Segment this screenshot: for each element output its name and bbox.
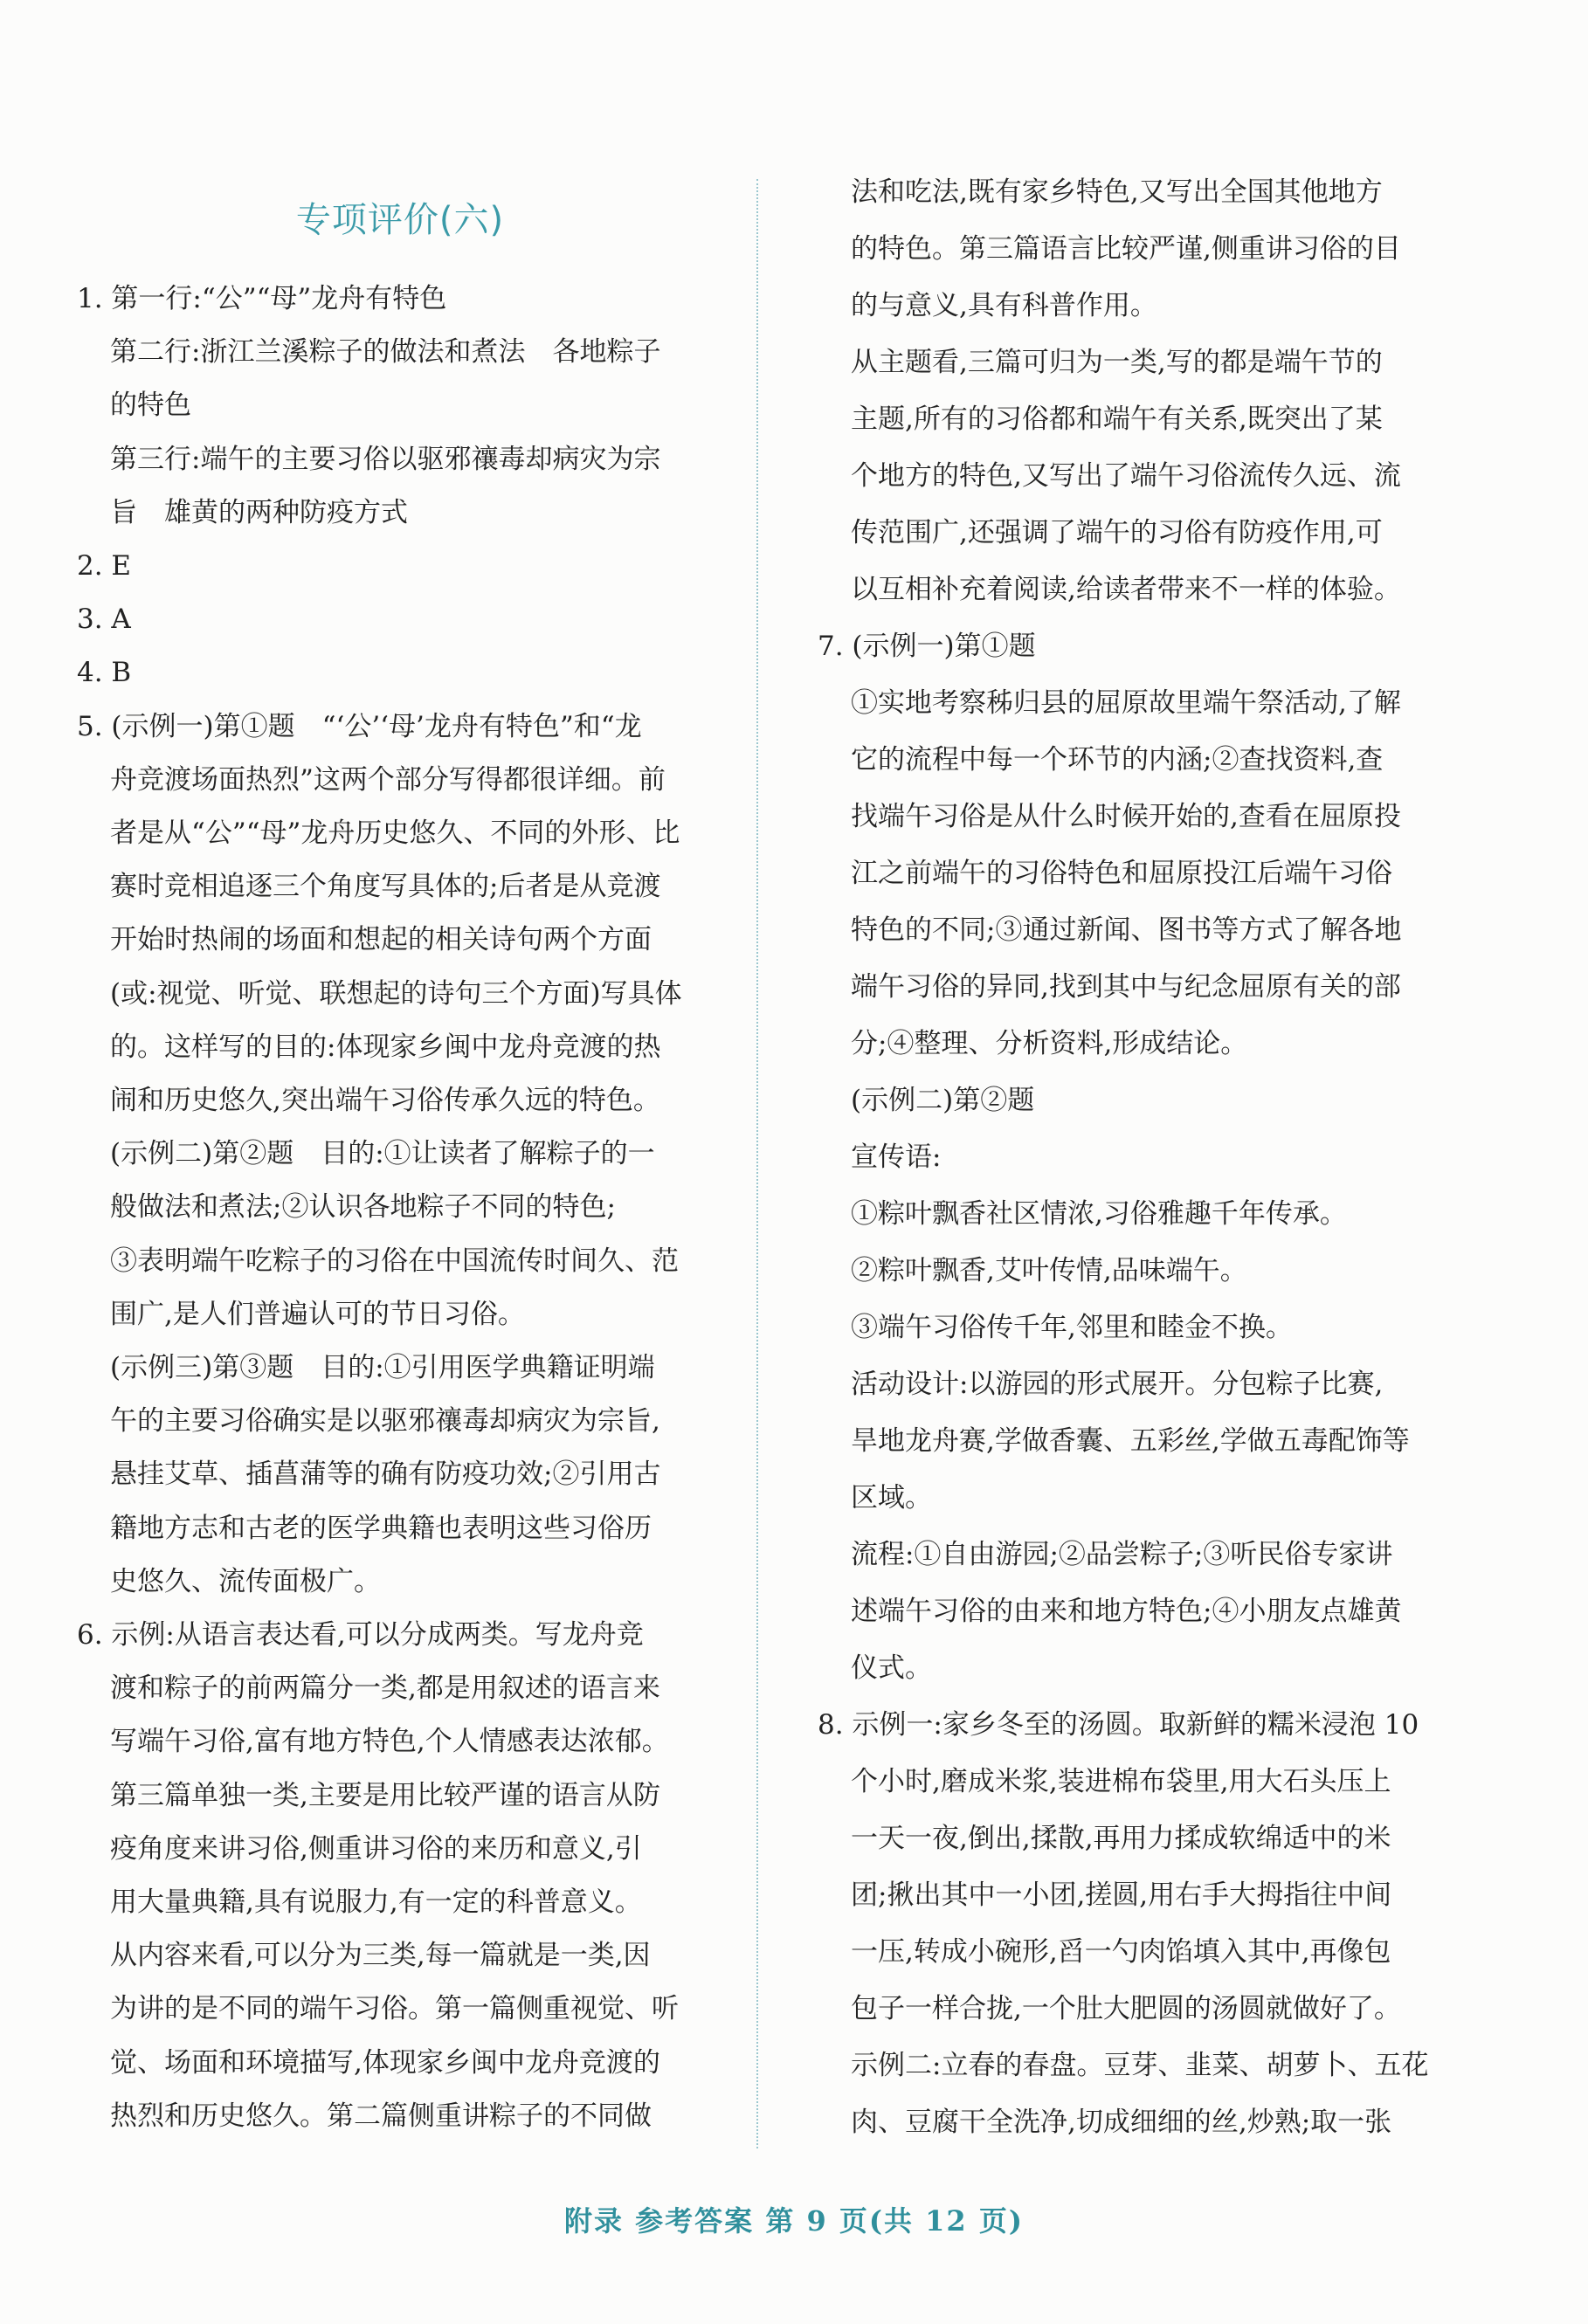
text-line: 区域。 [851,1482,932,1514]
text-line: 渡和粽子的前两篇分一类,都是用叙述的语言来 [110,1672,660,1705]
text-line: 的。这样写的目的:体现家乡闽中龙舟竞渡的热 [110,1031,661,1063]
text-line: 以互相补充着阅读,给读者带来不一样的体验。 [851,574,1401,605]
text-line: 主题,所有的习俗都和端午有关系,既突出了某 [851,403,1383,435]
text-line: 午的主要习俗确实是以驱邪禳毒却病灾为宗旨, [110,1405,660,1438]
column-divider [756,179,758,2148]
text-line: 1. 第一行:“公”“母”龙舟有特色 [77,283,447,314]
text-line: 第三篇单独一类,主要是用比较严谨的语言从防 [110,1779,660,1811]
text-line: 热烈和历史悠久。第二篇侧重讲粽子的不同做 [110,2100,652,2132]
text-line: 流程:①自由游园;②品尝粽子;③听民俗专家讲 [851,1539,1393,1570]
text-line: 肉、豆腐干全洗净,切成细细的丝,炒熟;取一张 [851,2107,1392,2138]
text-line: (或:视觉、听觉、联想起的诗句三个方面)写具体 [110,977,682,1010]
text-line: 活动设计:以游园的形式展开。分包粽子比赛, [851,1369,1384,1400]
text-line: 找端午习俗是从什么时候开始的,查看在屈原投 [851,801,1401,832]
text-line: 3. A [77,603,131,636]
page-footer: 附录 参考答案 第 9 页(共 12 页) [564,2204,1024,2238]
text-line: 的与意义,具有科普作用。 [851,290,1157,321]
text-line: (示例三)第③题 目的:①引用医学典籍证明端 [110,1352,655,1383]
text-line: 第二行:浙江兰溪粽子的做法和煮法 各地粽子 [110,336,661,369]
text-line: 个地方的特色,又写出了端午习俗流传久远、流 [851,460,1401,492]
text-line: 一压,转成小碗形,舀一勺肉馅填入其中,再像包 [851,1936,1391,1968]
text-line: 端午习俗的异同,找到其中与纪念屈原有关的部 [851,971,1401,1003]
text-line: 疫角度来讲习俗,侧重讲习俗的来历和意义,引 [110,1832,642,1865]
text-line: ③表明端午吃粽子的习俗在中国流传时间久、范 [110,1245,679,1277]
text-line: 仪式。 [851,1652,932,1684]
text-line: ①实地考察秭归县的屈原故里端午祭活动,了解 [851,687,1401,719]
text-line: 示例二:立春的春盘。豆芽、韭菜、胡萝卜、五花 [851,2050,1429,2081]
text-line: 法和吃法,既有家乡特色,又写出全国其他地方 [851,176,1383,208]
text-line: ①粽叶飘香社区情浓,习俗雅趣千年传承。 [851,1198,1347,1230]
text-line: 它的流程中每一个环节的内涵;②查找资料,查 [851,744,1384,776]
page-title: 专项评价(六) [295,200,505,240]
text-line: 旨 雄黄的两种防疫方式 [110,496,408,528]
text-line: 从内容来看,可以分为三类,每一篇就是一类,因 [110,1940,651,1972]
text-line: 舟竞渡场面热烈”这两个部分写得都很详细。前 [110,763,666,796]
text-line: (示例二)第②题 [851,1085,1035,1116]
text-line: ②粽叶飘香,艾叶传情,品味端午。 [851,1255,1247,1286]
text-line: 包子一样合拢,一个肚大肥圆的汤圆就做好了。 [851,1993,1401,2024]
text-line: 第三行:端午的主要习俗以驱邪禳毒却病灾为宗 [110,443,661,475]
text-line: 述端午习俗的由来和地方特色;④小朋友点雄黄 [851,1596,1402,1627]
text-line: 宣传语: [851,1141,942,1173]
text-line: 闹和历史悠久,突出端午习俗传承久远的特色。 [110,1085,660,1116]
text-line: 旱地龙舟赛,学做香囊、五彩丝,学做五毒配饰等 [851,1425,1410,1457]
text-line: 传范围广,还强调了端午的习俗有防疫作用,可 [851,517,1383,548]
text-line: 7. (示例一)第①题 [818,631,1036,662]
text-line: 5. (示例一)第①题 “‘公’‘母’龙舟有特色”和“龙 [77,710,642,742]
text-line: 4. B [77,657,132,689]
text-line: (示例二)第②题 目的:①让读者了解粽子的一 [110,1138,655,1170]
text-line: 分;④整理、分析资料,形成结论。 [851,1028,1248,1059]
text-line: 8. 示例一:家乡冬至的汤圆。取新鲜的糯米浸泡 10 [818,1709,1419,1741]
text-line: 籍地方志和古老的医学典籍也表明这些习俗历 [110,1512,652,1544]
text-line: ③端午习俗传千年,邻里和睦金不换。 [851,1312,1293,1343]
text-line: 用大量典籍,具有说服力,有一定的科普意义。 [110,1886,642,1918]
text-line: 6. 示例:从语言表达看,可以分成两类。写龙舟竞 [77,1619,644,1651]
text-line: 史悠久、流传面极广。 [110,1565,381,1597]
text-line: 从主题看,三篇可归为一类,写的都是端午节的 [851,347,1383,378]
text-line: 一天一夜,倒出,揉散,再用力揉成软绵适中的米 [851,1823,1391,1854]
text-line: 围广,是人们普遍认可的节日习俗。 [110,1298,525,1330]
text-line: 开始时热闹的场面和想起的相关诗句两个方面 [110,924,652,956]
text-line: 2. E [77,550,132,582]
text-line: 团;揪出其中一小团,搓圆,用右手大拇指往中间 [851,1879,1392,1911]
text-line: 特色的不同;③通过新闻、图书等方式了解各地 [851,914,1402,946]
text-line: 者是从“公”“母”龙舟历史悠久、不同的外形、比 [110,817,680,849]
text-line: 悬挂艾草、插菖蒲等的确有防疫功效;②引用古 [110,1459,661,1491]
text-line: 觉、场面和环境描写,体现家乡闽中龙舟竞渡的 [110,2046,660,2079]
text-line: 赛时竞相追逐三个角度写具体的;后者是从竞渡 [110,871,661,903]
text-line: 般做法和煮法;②认识各地粽子不同的特色; [110,1191,616,1224]
text-line: 写端午习俗,富有地方特色,个人情感表达浓郁。 [110,1726,669,1758]
text-line: 为讲的是不同的端午习俗。第一篇侧重视觉、听 [110,1993,679,2025]
text-line: 的特色 [110,390,191,422]
text-line: 个小时,磨成米浆,装进棉布袋里,用大石头压上 [851,1766,1391,1797]
text-line: 的特色。第三篇语言比较严谨,侧重讲习俗的目 [851,233,1401,265]
text-line: 江之前端午的习俗特色和屈原投江后端午习俗 [851,858,1392,889]
